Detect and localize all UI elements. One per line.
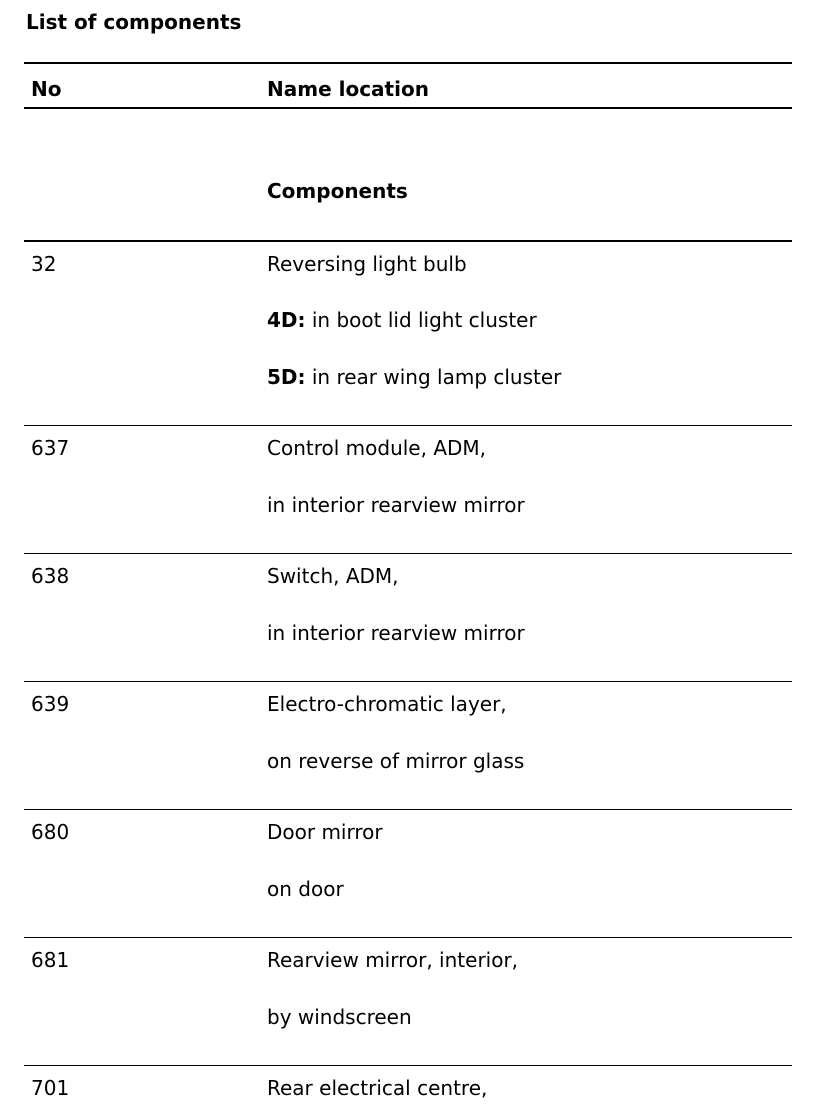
row-line <box>267 564 399 588</box>
row-number: 638 <box>31 564 70 588</box>
row-line <box>267 820 383 844</box>
row-divider <box>24 425 792 426</box>
row-line <box>267 749 524 773</box>
row-line-text: on door <box>267 877 344 901</box>
header-name-location: Name location <box>267 77 429 101</box>
table-top-rule <box>24 62 792 64</box>
row-line <box>267 308 537 332</box>
row-line-text: Reversing light bulb <box>267 252 467 276</box>
row-number: 639 <box>31 692 70 716</box>
header-bottom-rule <box>24 107 792 109</box>
row-line <box>267 692 507 716</box>
document-title: List of components <box>26 10 242 34</box>
row-line <box>267 621 525 645</box>
row-line-text: by windscreen <box>267 1005 412 1029</box>
row-divider <box>24 1065 792 1066</box>
row-line-label: 4D: <box>267 308 306 332</box>
row-divider <box>24 681 792 682</box>
row-number: 681 <box>31 948 70 972</box>
row-line-text: in interior rearview mirror <box>267 493 525 517</box>
row-number: 680 <box>31 820 70 844</box>
row-line-text: on reverse of mirror glass <box>267 749 525 773</box>
section-heading: Components <box>267 179 408 203</box>
row-line <box>267 365 561 389</box>
row-divider <box>24 553 792 554</box>
row-divider <box>24 809 792 810</box>
row-line-text: in interior rearview mirror <box>267 621 525 645</box>
row-line-text: in rear wing lamp cluster <box>305 365 562 389</box>
row-line <box>267 252 467 276</box>
row-line <box>267 493 525 517</box>
row-line-text: Electro-chromatic layer, <box>267 692 507 716</box>
row-number: 32 <box>31 252 57 276</box>
row-line <box>267 1076 487 1100</box>
row-line-text: Rear electrical centre, <box>267 1076 488 1100</box>
row-line-text: Door mirror <box>267 820 383 844</box>
row-number: 637 <box>31 436 70 460</box>
row-divider <box>24 937 792 938</box>
row-line-label: 5D: <box>267 365 306 389</box>
row-line-text: Control module, ADM, <box>267 436 487 460</box>
row-number: 701 <box>31 1076 70 1100</box>
row-line-text: in boot lid light cluster <box>305 308 537 332</box>
row-line <box>267 948 518 972</box>
row-line <box>267 1005 412 1029</box>
section-rule <box>24 240 792 242</box>
row-line <box>267 877 344 901</box>
row-line <box>267 436 486 460</box>
row-line-text: Switch, ADM, <box>267 564 399 588</box>
row-line-text: Rearview mirror, interior, <box>267 948 519 972</box>
header-no: No <box>31 77 62 101</box>
